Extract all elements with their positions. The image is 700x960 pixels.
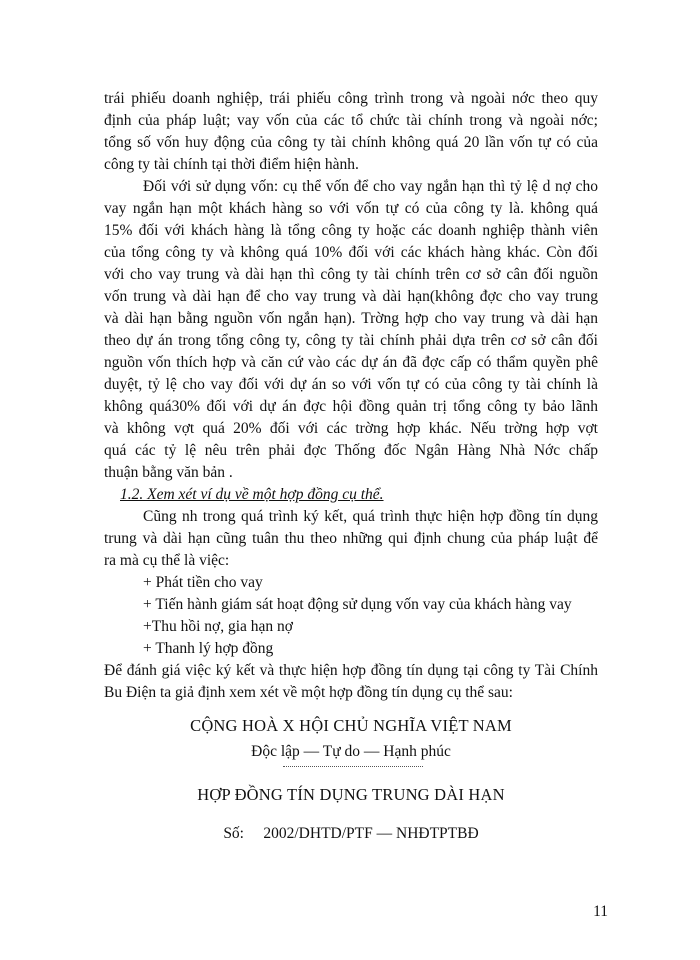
paragraph-line: Cũng nh trong quá trình ký kết, quá trình thực hiện hợp đồng tín dụng [143, 508, 598, 525]
paragraph-line: trung và dài hạn cũng tuân thu theo những qui định chung của pháp luật để [104, 530, 598, 547]
paragraph-line: với cho vay trung và dài hạn thì công ty tài chính trên cơ sở cân đối nguồn [104, 266, 598, 283]
motto-divider [283, 766, 423, 767]
section-heading: 1.2. Xem xét ví dụ về một hợp đồng cụ thể. [120, 486, 384, 503]
list-item: + Tiến hành giám sát hoạt động sử dụng vốn vay của khách hàng vay [143, 596, 572, 613]
paragraph-line: ra mà cụ thể là việc: [104, 552, 230, 569]
republic-title: CỘNG HOÀ X HỘI CHỦ NGHĨA VIỆT NAM [190, 716, 512, 735]
contract-number-value: 2002/DHTD/PTF — NHĐTPTBĐ [263, 825, 479, 842]
paragraph-line: và không vợt quá 20% đối với các trờng hợp khác. Nếu trờng hợp vợt [104, 420, 598, 437]
list-item: + Thanh lý hợp đồng [143, 640, 274, 657]
list-item: + Phát tiền cho vay [143, 574, 263, 591]
paragraph-line: không quá30% đối với dự án đợc hội đồng quản trị tổng công ty bảo lãnh [104, 398, 598, 415]
list-item: +Thu hồi nợ, gia hạn nợ [143, 618, 293, 635]
paragraph-line: vay ngắn hạn một khách hàng so với vốn tự có của công ty là. không quá [104, 200, 598, 217]
paragraph-line: Bu Điện ta giả định xem xét về một hợp đồng tín dụng cụ thể sau: [104, 684, 513, 701]
paragraph-line: của tổng công ty và không quá 10% đối với các khách hàng khác. Còn đối [104, 244, 598, 261]
paragraph-line: nguồn vốn thích hợp và căn cứ vào các dự án đã đợc cấp có thẩm quyền phê [104, 354, 598, 371]
paragraph-line: Để đánh giá việc ký kết và thực hiện hợp đồng tín dụng tại công ty Tài Chính [104, 662, 598, 679]
paragraph-line: 15% đối với khách hàng là tổng công ty hoặc các doanh nghiệp thành viên [104, 222, 598, 239]
paragraph-line: vốn trung và dài hạn để cho vay trung và dài hạn(không đợc cho vay trung [104, 288, 598, 305]
paragraph-line: quá các tỷ lệ nêu trên phải đợc Thống đốc Ngân Hàng Nhà Nớc chấp [104, 442, 598, 459]
contract-number-label: Số: [223, 825, 244, 842]
national-motto: Độc lập — Tự do — Hạnh phúc [251, 743, 451, 760]
paragraph-line: trái phiếu doanh nghiệp, trái phiếu công trình trong và ngoài nớc theo quy [104, 90, 598, 107]
paragraph-line: định của pháp luật; vay vốn của các tổ chức tài chính trong và ngoài nớc; [104, 112, 598, 129]
paragraph-line: công ty tài chính tại thời điểm hiện hành. [104, 156, 359, 173]
contract-title: HỢP ĐỒNG TÍN DỤNG TRUNG DÀI HẠN [197, 785, 505, 804]
paragraph-line: thuận bằng văn bản . [104, 464, 233, 481]
contract-number [104, 823, 598, 845]
paragraph-line: và dài hạn bằng nguồn vốn ngắn hạn). Trờng hợp cho vay trung và dài hạn [104, 310, 598, 327]
paragraph-line: duyệt, tỷ lệ cho vay đối với dự án so với vốn tự có của công ty tài chính là [104, 376, 598, 393]
paragraph-line: Đối với sử dụng vốn: cụ thể vốn để cho vay ngắn hạn thì tỷ lệ d nợ cho [143, 178, 598, 195]
paragraph-line: tổng số vốn huy động của công ty tài chính không quá 20 lần vốn tự có của [104, 134, 598, 151]
paragraph-line: theo dự án trong tổng công ty, công ty tài chính phải dựa trên cơ sở cân đối [104, 332, 598, 349]
page-number: 11 [593, 903, 608, 920]
